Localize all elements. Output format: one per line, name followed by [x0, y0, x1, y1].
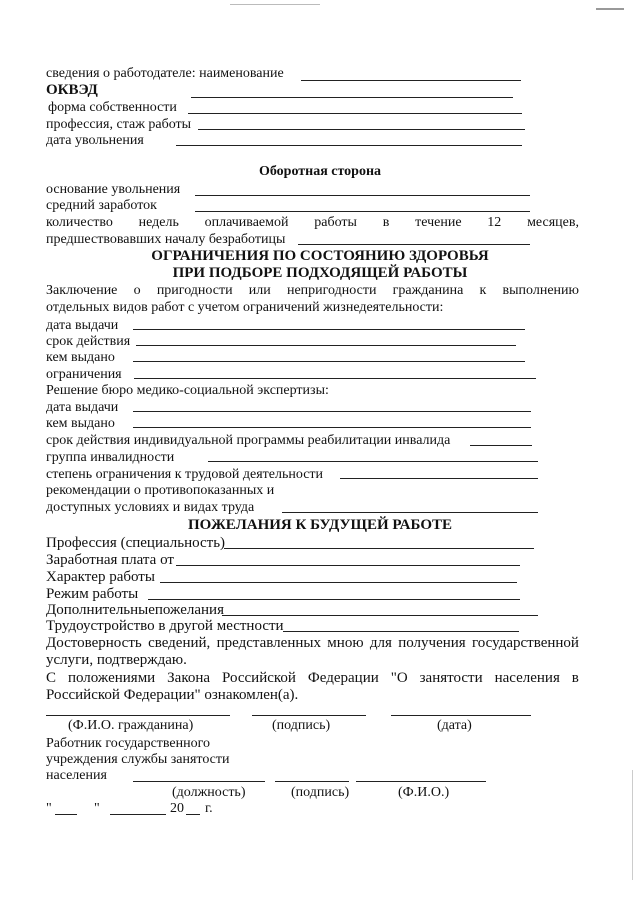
- date-day-field[interactable]: [55, 814, 77, 815]
- profession-experience-label: профессия, стаж работы: [46, 117, 192, 132]
- wish-work-nature-field[interactable]: [160, 582, 517, 583]
- mse-issue-date-field[interactable]: [133, 411, 531, 412]
- conclusion-issue-date-field[interactable]: [133, 329, 525, 330]
- okved-label: ОКВЭД: [46, 82, 98, 98]
- paid-weeks-line: [46, 215, 579, 231]
- wish-salary-label: Заработная плата от: [46, 552, 174, 568]
- worker-label-line1: Работник государственного: [46, 736, 211, 751]
- citizen-fio-caption: (Ф.И.О. гражданина): [68, 718, 194, 733]
- word: "О: [390, 670, 408, 686]
- ownership-label: форма собственности: [48, 100, 177, 115]
- ipr-validity-label: срок действия индивидуальной программы реабилитации инвалида: [46, 433, 451, 448]
- word: С: [46, 670, 57, 686]
- paid-weeks-line-2: предшествовавших началу безработицы: [46, 232, 286, 247]
- disability-group-field[interactable]: [208, 461, 538, 462]
- health-section-title-line1: ОГРАНИЧЕНИЯ ПО СОСТОЯНИЮ ЗДОРОВЬЯ: [151, 248, 489, 264]
- citizen-fio-field[interactable]: [46, 715, 230, 716]
- citizen-signature-caption: (подпись): [272, 718, 331, 733]
- confirmation-line-2: услуги, подтверждаю.: [46, 652, 187, 668]
- disability-group-label: группа инвалидности: [46, 450, 175, 465]
- word: выполнению: [502, 283, 579, 298]
- worker-label-line2: учреждения службы занятости: [46, 752, 230, 767]
- word: месяцев,: [527, 215, 579, 230]
- worker-fio-caption: (Ф.И.О.): [398, 785, 450, 800]
- conclusion-issued-by-field[interactable]: [133, 361, 525, 362]
- word: сведений,: [148, 635, 211, 651]
- profession-experience-field[interactable]: [198, 129, 525, 130]
- word: недель: [138, 215, 179, 230]
- worker-position-field[interactable]: [133, 781, 265, 782]
- okved-field[interactable]: [191, 97, 513, 98]
- restrictions-field[interactable]: [134, 378, 536, 379]
- word: занятости: [419, 670, 483, 686]
- word: количество: [46, 215, 113, 230]
- wish-profession-field[interactable]: [224, 548, 534, 549]
- word: Российской: [222, 670, 296, 686]
- word: к: [479, 283, 487, 298]
- word: получения: [398, 635, 466, 651]
- word: пригодности: [156, 283, 233, 298]
- paid-weeks-field[interactable]: [298, 244, 530, 245]
- date-quote-close: ": [94, 801, 100, 816]
- word: работы: [314, 215, 357, 230]
- wish-additional-field[interactable]: [222, 615, 538, 616]
- conclusion-validity-label: срок действия: [46, 334, 131, 349]
- date-year-prefix: 20: [170, 801, 184, 816]
- date-quote-open: ": [46, 801, 52, 816]
- word: Закона: [167, 670, 211, 686]
- conclusion-line: [46, 283, 579, 299]
- word: о: [133, 283, 141, 298]
- worker-fio-field[interactable]: [356, 781, 486, 782]
- employer-name-field[interactable]: [301, 80, 521, 81]
- word: положениями: [67, 670, 156, 686]
- wish-relocation-field[interactable]: [283, 631, 519, 632]
- word: Заключение: [46, 283, 118, 298]
- word: Федерации: [307, 670, 379, 686]
- mse-decision-label: Решение бюро медико-социальной экспертизы:: [46, 383, 329, 398]
- work-restriction-degree-field[interactable]: [340, 478, 538, 479]
- dismissal-reason-field[interactable]: [195, 195, 530, 196]
- mse-issued-by-label: кем выдано: [46, 416, 115, 431]
- dismissal-date-field[interactable]: [176, 145, 522, 146]
- law-line-2: Российской Федерации" ознакомлен(а).: [46, 687, 299, 703]
- scan-mark: [230, 4, 320, 5]
- wish-profession-label: Профессия (специальность): [46, 535, 226, 551]
- word: в: [571, 670, 579, 686]
- wish-work-nature-label: Характер работы: [46, 569, 155, 585]
- wish-schedule-label: Режим работы: [46, 586, 139, 602]
- word: в: [382, 215, 390, 230]
- date-year-suffix: г.: [205, 801, 213, 816]
- reverse-side-title: Оборотная сторона: [258, 164, 382, 179]
- wishes-section-title: ПОЖЕЛАНИЯ К БУДУЩЕЙ РАБОТЕ: [187, 517, 452, 533]
- law-line: [46, 670, 579, 686]
- scan-edge: [632, 770, 633, 880]
- worker-label-line3: населения: [46, 768, 107, 783]
- word: непригодности: [286, 283, 377, 298]
- health-section-title-line2: ПРИ ПОДБОРЕ ПОДХОДЯЩЕЙ РАБОТЫ: [172, 265, 468, 281]
- word: 12: [487, 215, 502, 230]
- citizen-signature-field[interactable]: [252, 715, 366, 716]
- average-salary-field[interactable]: [195, 211, 530, 212]
- dismissal-date-label: дата увольнения: [46, 133, 144, 148]
- wish-schedule-field[interactable]: [148, 599, 520, 600]
- word: или: [248, 283, 271, 298]
- worker-position-caption: (должность): [172, 785, 246, 800]
- word: Достоверность: [46, 635, 142, 651]
- mse-issue-date-label: дата выдачи: [46, 400, 119, 415]
- conclusion-issue-date-label: дата выдачи: [46, 318, 119, 333]
- mse-issued-by-field[interactable]: [133, 427, 531, 428]
- citizen-date-caption: (дата): [437, 718, 472, 733]
- dismissal-reason-label: основание увольнения: [46, 182, 181, 197]
- conclusion-issued-by-label: кем выдано: [46, 350, 115, 365]
- word: государственной: [472, 635, 579, 651]
- date-year-field[interactable]: [186, 814, 200, 815]
- word: течение: [415, 215, 462, 230]
- work-restriction-degree-label: степень ограничения к трудовой деятельности: [46, 467, 324, 482]
- worker-signature-caption: (подпись): [291, 785, 350, 800]
- wish-additional-label: Дополнительныепожелания: [46, 602, 224, 618]
- citizen-date-field[interactable]: [391, 715, 531, 716]
- wish-salary-field[interactable]: [176, 565, 520, 566]
- word: мною: [327, 635, 364, 651]
- employer-name-label: сведения о работодателе: наименование: [46, 66, 284, 81]
- date-month-field[interactable]: [110, 814, 166, 815]
- word: оплачиваемой: [204, 215, 289, 230]
- wish-relocation-label: Трудоустройство в другой местности: [46, 618, 284, 634]
- word: для: [369, 635, 392, 651]
- conclusion-line-2: отдельных видов работ с учетом ограничений жизнедеятельности:: [46, 300, 444, 315]
- word: представленных: [216, 635, 321, 651]
- conclusion-validity-field[interactable]: [136, 345, 516, 346]
- confirmation-line: [46, 635, 579, 651]
- word: населения: [494, 670, 560, 686]
- average-salary-label: средний заработок: [46, 198, 157, 213]
- worker-signature-field[interactable]: [275, 781, 349, 782]
- recommendations-line2: доступных условиях и видах труда: [46, 500, 255, 515]
- restrictions-label: ограничения: [46, 367, 122, 382]
- scan-mark: [596, 8, 624, 10]
- word: гражданина: [392, 283, 464, 298]
- recommendations-line1: рекомендации о противопоказанных и: [46, 483, 275, 498]
- ownership-field[interactable]: [188, 113, 522, 114]
- ipr-validity-field[interactable]: [470, 445, 532, 446]
- recommendations-field[interactable]: [282, 512, 538, 513]
